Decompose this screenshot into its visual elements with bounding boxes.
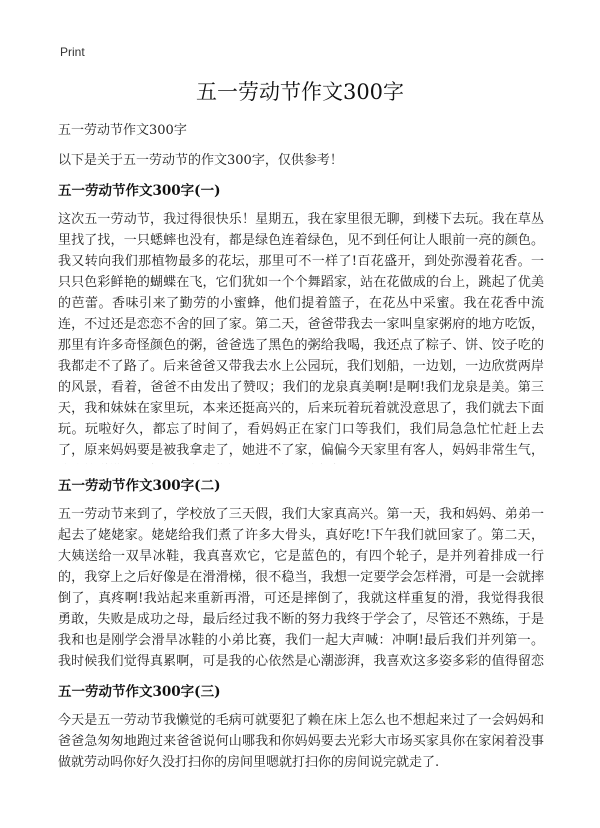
section-2-heading: 五一劳动节作文300字(二) [58, 478, 221, 494]
section-1-body: 这次五一劳动节，我过得很快乐！星期五，我在家里很无聊，到楼下去玩。我在草丛里找了找，一只蟋蟀也没有，都是绿色连着绿色，见不到任何让人眼前一亮的颜色。我又转向我们那植物最多的花坛，那里可不一样了!百花盛开，到处弥漫着花香。一只只色彩鲜艳的蝴蝶在飞，它们犹如一个个舞蹈家，站在花做成的台上，跳起了优美的芭蕾。香味引来了勤劳的小蜜蜂，他们提着篮子，在花丛中采蜜。我在花香中流连，不过还是恋恋不舍的回了家。第二天，爸爸带我去一家叫皇家粥府的地方吃饭，那里有许多奇怪颜色的粥，爸爸选了黑色的粥给我喝，我还点了粽子、饼、饺子吃的我都走不了路了。后来爸爸又带我去水上公园玩，我们划船，一边划，一边欣赏两岸的风景，看着，爸爸不由发出了赞叹；我们的龙泉真美啊!是啊!我们龙泉是美。第三天，我和妹妹在家里玩，本来还挺高兴的，后来玩着玩着就没意思了，我们就去下面玩。玩啦好久，都忘了时间了，看妈妈正在家门口等我们，我们局急急忙忙赶上去了，原来妈妈要是被我拿走了，她进不了家，偏偏今天家里有客人，妈妈非常生气， [58, 212, 544, 458]
intro-text: 以下是关于五一劳动节的作文300字，仅供参考！ [58, 153, 343, 168]
section-3-heading: 五一劳动节作文300字(三) [58, 684, 221, 700]
section-1-heading: 五一劳动节作文300字(一) [58, 183, 221, 199]
section-2-body: 五一劳动节来到了，学校放了三天假，我们大家真高兴。第一天，我和妈妈、弟弟一起去了姥姥家。姥姥给我们煮了许多大骨头，真好吃!下午我们就回家了。第二天，大姨送给一双旱冰鞋，我真喜欢它，它是蓝色的，有四个轮子，是并列着排成一行的，我穿上之后好像是在滑滑梯，很不稳当，我想一定要学会怎样滑，可是一会就摔倒了，真疼啊!我站起来重新再滑，可还是摔倒了，我就这样重复的滑，我觉得我很勇敢，失败是成功之母，最后经过我不断的努力我终于学会了，尽管还不熟练，于是我和也是刚学会滑旱冰鞋的小弟比赛，我们一起大声喊：冲啊!最后我们并列第一。我时候我们觉得真累啊，可是我的心依然是心潮澎湃，我喜欢这多姿多彩的值得留恋 [58, 507, 544, 669]
print-link[interactable]: Print [60, 45, 85, 59]
page-title: 五一劳动节作文300字 [195, 80, 405, 104]
section-3-body: 今天是五一劳动节我懒觉的毛病可就要犯了赖在床上怎么也不想起来过了一会妈妈和爸爸急匆匆地跑过来爸爸说何山哪我和你妈妈要去光彩大市场买家具你在家闲着没事做就劳动吗你好久没打扫你的房间里嗯就打扫你的房间说完就走了. [58, 713, 544, 770]
article-subtitle: 五一劳动节作文300字 [58, 123, 187, 138]
